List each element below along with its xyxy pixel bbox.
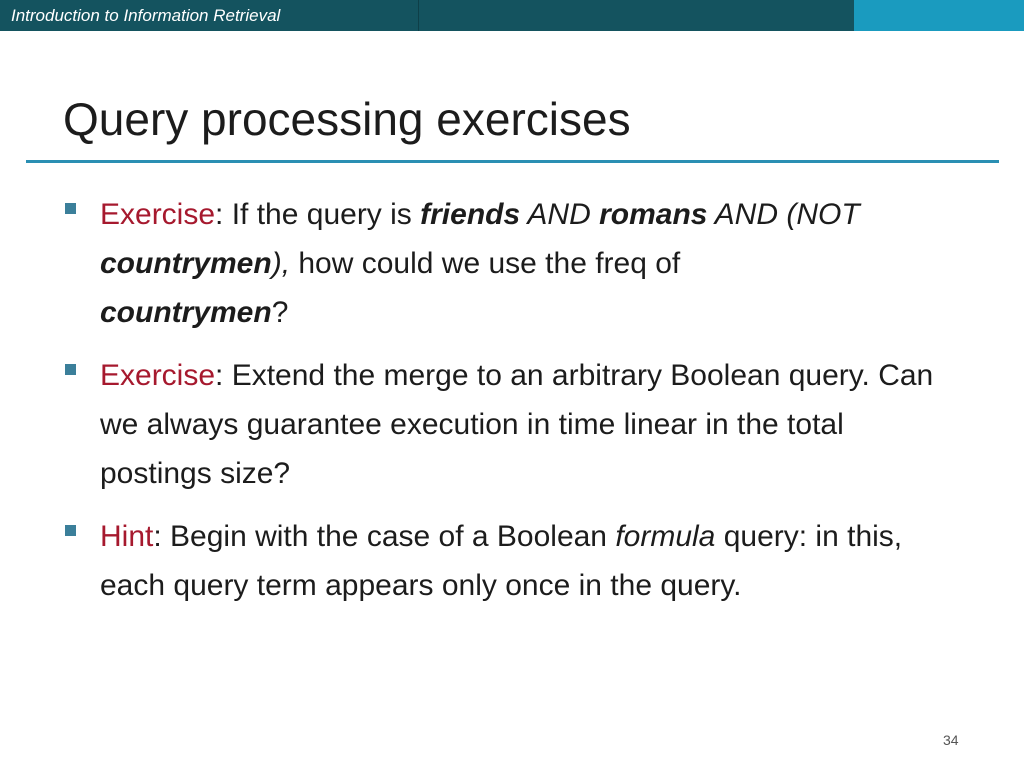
header-bar <box>0 0 1024 31</box>
header-bar-segment <box>418 0 853 31</box>
operator-and: AND <box>520 198 600 231</box>
title-divider <box>26 160 999 163</box>
operator-and-not: AND (NOT <box>707 198 860 231</box>
bullet-text: query: in this, each query term appears only once in the query. <box>100 520 903 602</box>
bullet-text: ? <box>271 296 289 329</box>
bullet-item <box>62 351 962 498</box>
closing-paren: ), <box>271 247 291 280</box>
header-bar-accent <box>854 0 1024 31</box>
square-bullet-icon <box>65 203 76 214</box>
bullet-keyword: Exercise <box>100 198 216 231</box>
page-number: 34 <box>943 732 959 748</box>
square-bullet-icon <box>65 364 76 375</box>
bullet-item <box>62 190 962 337</box>
term-formula: formula <box>615 520 716 553</box>
bullet-text: : Begin with the case of a Boolean <box>153 520 616 553</box>
bullet-list <box>62 190 962 624</box>
bullet-text: how could we use the freq of <box>290 247 681 280</box>
term-countrymen: countrymen <box>100 247 272 280</box>
bullet-keyword: Exercise <box>100 359 216 392</box>
term-countrymen: countrymen <box>100 296 272 329</box>
term-romans: romans <box>599 198 708 231</box>
term-friends: friends <box>420 198 521 231</box>
slide-title: Query processing exercises <box>63 93 631 145</box>
course-title: Introduction to Information Retrieval <box>11 6 281 25</box>
bullet-item <box>62 512 962 610</box>
bullet-keyword: Hint <box>100 520 154 553</box>
square-bullet-icon <box>65 525 76 536</box>
bullet-text: : If the query is <box>215 198 421 231</box>
bullet-text: : Extend the merge to an arbitrary Boolean query. Can we always guarantee execution in time linear in the total postings size? <box>100 359 934 490</box>
